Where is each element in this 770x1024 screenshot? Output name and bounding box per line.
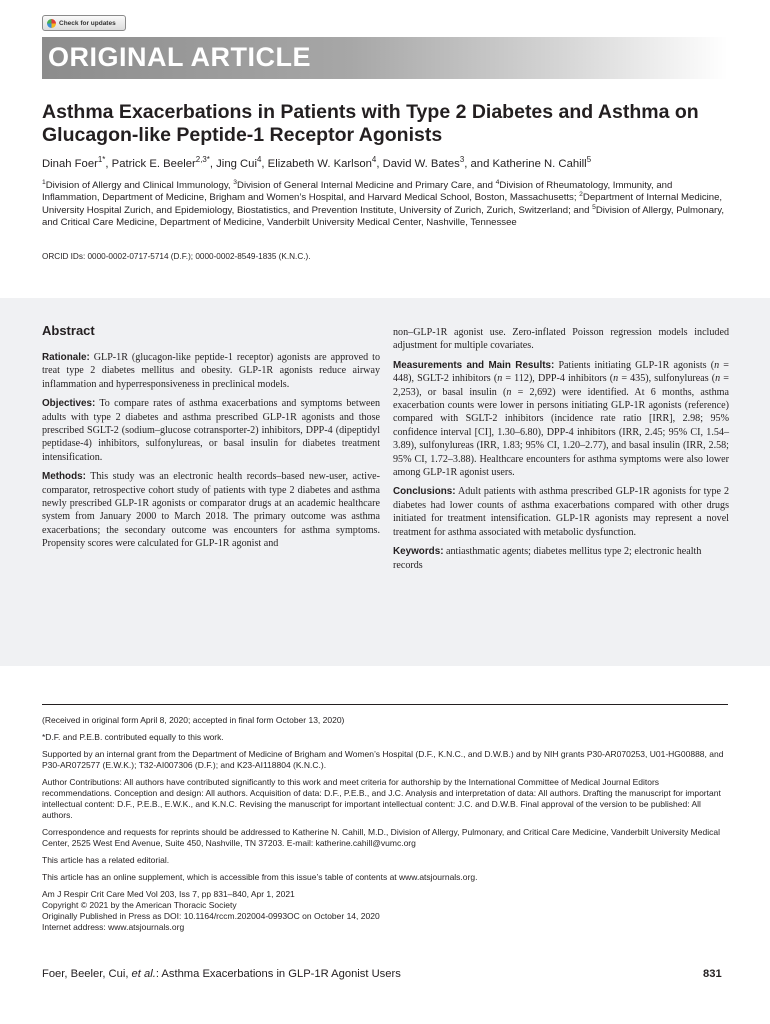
check-for-updates-label: Check for updates (59, 19, 116, 27)
abstract-column-left (42, 351, 380, 551)
title-line-1: Asthma Exacerbations in Patients with Type 2 Diabetes and Asthma on (42, 101, 699, 123)
abstract-heading: Abstract (42, 323, 95, 338)
article-type-text: ORIGINAL ARTICLE (48, 42, 311, 72)
author-name: David W. Bates (382, 158, 460, 170)
correspondence-note: Correspondence and requests for reprints should be addressed to Katherine N. Cahill, M.D., Division of Allergy, Pulmonary, and Critical Care Medicine, Vanderbilt University Medical Center, 2525 West End Avenue, Suite 450, Nashville, TN 37203. E-mail: katherine.cahill@vumc.org (42, 827, 720, 848)
abstract-methods: Methods: This study was an electronic health records–based new-user, active-comparator, retrospective cohort study of patients with type 2 diabetes and asthma newly prescribed GLP-1R agonists or comparator drugs at an academic healthcare system from January 2000 to March 2018. The primary outcome was asthma exacerbations; the secondary outcome was encounters for asthma symptoms. Propensity scores were calculated for GLP-1R agonist and (42, 471, 380, 550)
abstract-rationale: Rationale: GLP-1R (glucagon-like peptide-1 receptor) agonists are approved to treat type 2 diabetes mellitus and obesity. GLP-1R agonists reduce airway inflammation and hyperresponsiveness in preclinical models. (42, 352, 380, 390)
author-affiliation-mark: 3 (459, 155, 465, 165)
abstract-results: Measurements and Main Results: Patients initiating GLP-1R agonists (n = 448), SGLT-2 inhibitors (n = 112), DPP-4 inhibitors (n = 435), sulfonylureas (n = 2,253), or basal insulin (n = 2,692) were identified. At 6 months, asthma exacerbation counts were lower in persons initiating GLP-1R agonists (reference) compared with SGLT-2 inhibitors (incidence rate ratio [IRR], 2.98; 95% confidence interval [CI], 1.30–6.80), DPP-4 inhibitors (IRR, 2.45; 95% CI, 1.54–3.89), sulfonylureas (IRR, 1.83; 95% CI, 1.20–2.77), and basal insulin (IRR, 2.58; 95% CI, 1.72–3.88). Healthcare encounters for asthma symptoms were also lower among GLP-1R agonist users. (393, 359, 729, 479)
check-for-updates-button[interactable] (42, 15, 126, 31)
copyright-line: Copyright © 2021 by the American Thoracic Society (42, 900, 237, 910)
affiliation-3: Division of General Internal Medicine and Primary Care, and (237, 180, 496, 191)
abstract-objectives: Objectives: To compare rates of asthma exacerbations and symptoms between adults with type 2 diabetes and asthma prescribed GLP-1R agonists and those prescribed SGLT-2 (sodium–glucose cotransporter-2) inhibitors, DPP-4 (dipeptidyl peptidase-4) inhibitors, sulfonylureas, or basal insulin for diabetes treatment intensification. (42, 398, 381, 463)
author-contributions-note: Author Contributions: All authors have contributed significantly to this work and meet criteria for authorship by the International Committee of Medical Journal Editors recommendations. Conception and design: All authors. Acquisition of data: D.F., P.E.B., and J.C. Analysis and interpretation of data: All authors. Drafting the manuscript for important intellectual content: D.F., P.E.B., E.W.K., and K.N.C. Revising the manuscript for important intellectual content: J.C. and D.W.B. Final approval of the version to be published: All authors. (42, 777, 721, 820)
affiliations: $^1$Division of Allergy and Clinical Immunology, $^3$Division of General Internal Medicine and Primary Care, and $^4$Division of Rheumatology, Immunity, and Inflammation, Department of Medicine, Brigham and Women’s Hospital, and Harvard Medical School, Boston, Massachusetts; $^2$Department of Internal Medicine, University Hospital Zurich, and Epidemiology, Biostatistics, and Prevention Institute, University of Zurich, Zurich, Switzerland; and $^5$Division of Allergy, Pulmonary, and Critical Care Medicine, Department of Medicine, Vanderbilt University Medical Center, Nashville, Tennessee (42, 178, 725, 228)
running-footer: Foer, Beeler, Cui, et al.: Asthma Exacerbations in GLP-1R Agonist Users (42, 968, 401, 980)
abstract-conclusions: Conclusions: Adult patients with asthma prescribed GLP-1R agonists for type 2 diabetes had lower counts of asthma exacerbations compared with other drugs initiated for treatment intensification. GLP-1R agonists may represent a novel treatment for asthma associated with metabolic dysfunction. (393, 486, 729, 538)
affiliation-5: Division of Allergy, Pulmonary, and Critical Care Medicine, Department of Medicine, Vanderbilt University Medical Center, Nashville, Tennessee (42, 204, 725, 228)
author-name: Katherine N. Cahill (492, 158, 587, 170)
page-number: 831 (703, 968, 722, 980)
orcid-ids: ORCID IDs: 0000-0002-0717-5714 (D.F.); 0000-0002-8549-1835 (K.N.C.). (42, 252, 311, 261)
author-name: Patrick E. Beeler (111, 158, 196, 170)
doi-line: Originally Published in Press as DOI: 10.1164/rccm.202004-0993OC on October 14, 2020 (42, 911, 380, 921)
author-affiliation-mark: 1* (97, 155, 106, 165)
affiliation-4: Division of Rheumatology, Immunity, and Inflammation, Department of Medicine, Brigham and Women’s Hospital, and Harvard Medical School, Boston, Massachusetts; (42, 180, 673, 204)
abstract-methods-continued: non–GLP-1R agonist use. Zero-inflated Poisson regression models included adjustment for multiple covariates. (393, 327, 729, 352)
article-type-banner (42, 37, 728, 79)
journal-citation: Am J Respir Crit Care Med Vol 203, Iss 7, pp 831–840, Apr 1, 2021 (42, 889, 295, 899)
notes-divider (42, 704, 728, 705)
author-affiliation-mark: 2,3* (195, 155, 210, 165)
article-title (42, 101, 732, 147)
title-line-2: Glucagon-like Peptide-1 Receptor Agonists (42, 124, 443, 146)
author-name: Jing Cui (216, 158, 257, 170)
author-affiliation-mark: 4 (371, 155, 377, 165)
editorial-note: This article has a related editorial. (42, 855, 170, 865)
abstract-keywords: Keywords: antiasthmatic agents; diabetes mellitus type 2; electronic health records (393, 546, 702, 571)
author-name: Elizabeth W. Karlson (267, 158, 372, 170)
affiliation-1: Division of Allergy and Clinical Immunology, (45, 180, 234, 191)
author-affiliation-mark: 4 (256, 155, 262, 165)
abstract-column-right (393, 326, 729, 578)
affiliation-2: Department of Internal Medicine, University Hospital Zurich, and Epidemiology, Biostatistics, and Prevention Institute, University of Zurich, Zurich, Switzerland; and (42, 192, 723, 216)
crossmark-icon (47, 19, 56, 28)
author-affiliation-mark: 5 (586, 155, 592, 165)
received-note: (Received in original form April 8, 2020; accepted in final form October 13, 2020) (42, 715, 345, 725)
support-note: Supported by an internal grant from the Department of Medicine of Brigham and Women’s Hospital (D.F., K.N.C., and D.W.B.) and by NIH grants P30-AR070253, U01-HG00888, and P30-AR072577 (E.W.K.); T32-AI007306 (D.F.); and K23-AI118804 (K.N.C.). (42, 749, 724, 770)
author-name: Dinah Foer (42, 158, 98, 170)
equal-contribution-note: *D.F. and P.E.B. contributed equally to this work. (42, 732, 224, 742)
internet-address: Internet address: www.atsjournals.org (42, 922, 185, 932)
author-list: Dinah Foer$^{1*}$, Patrick E. Beeler$^{2,3*}$, Jing Cui$^4$, Elizabeth W. Karlson$^4$, David W. Bates$^3$, and Katherine N. Cahill$^5$ (42, 155, 592, 170)
article-notes (42, 715, 728, 933)
supplement-note: This article has an online supplement, which is accessible from this issue’s table of contents at www.atsjournals.org. (42, 872, 478, 882)
